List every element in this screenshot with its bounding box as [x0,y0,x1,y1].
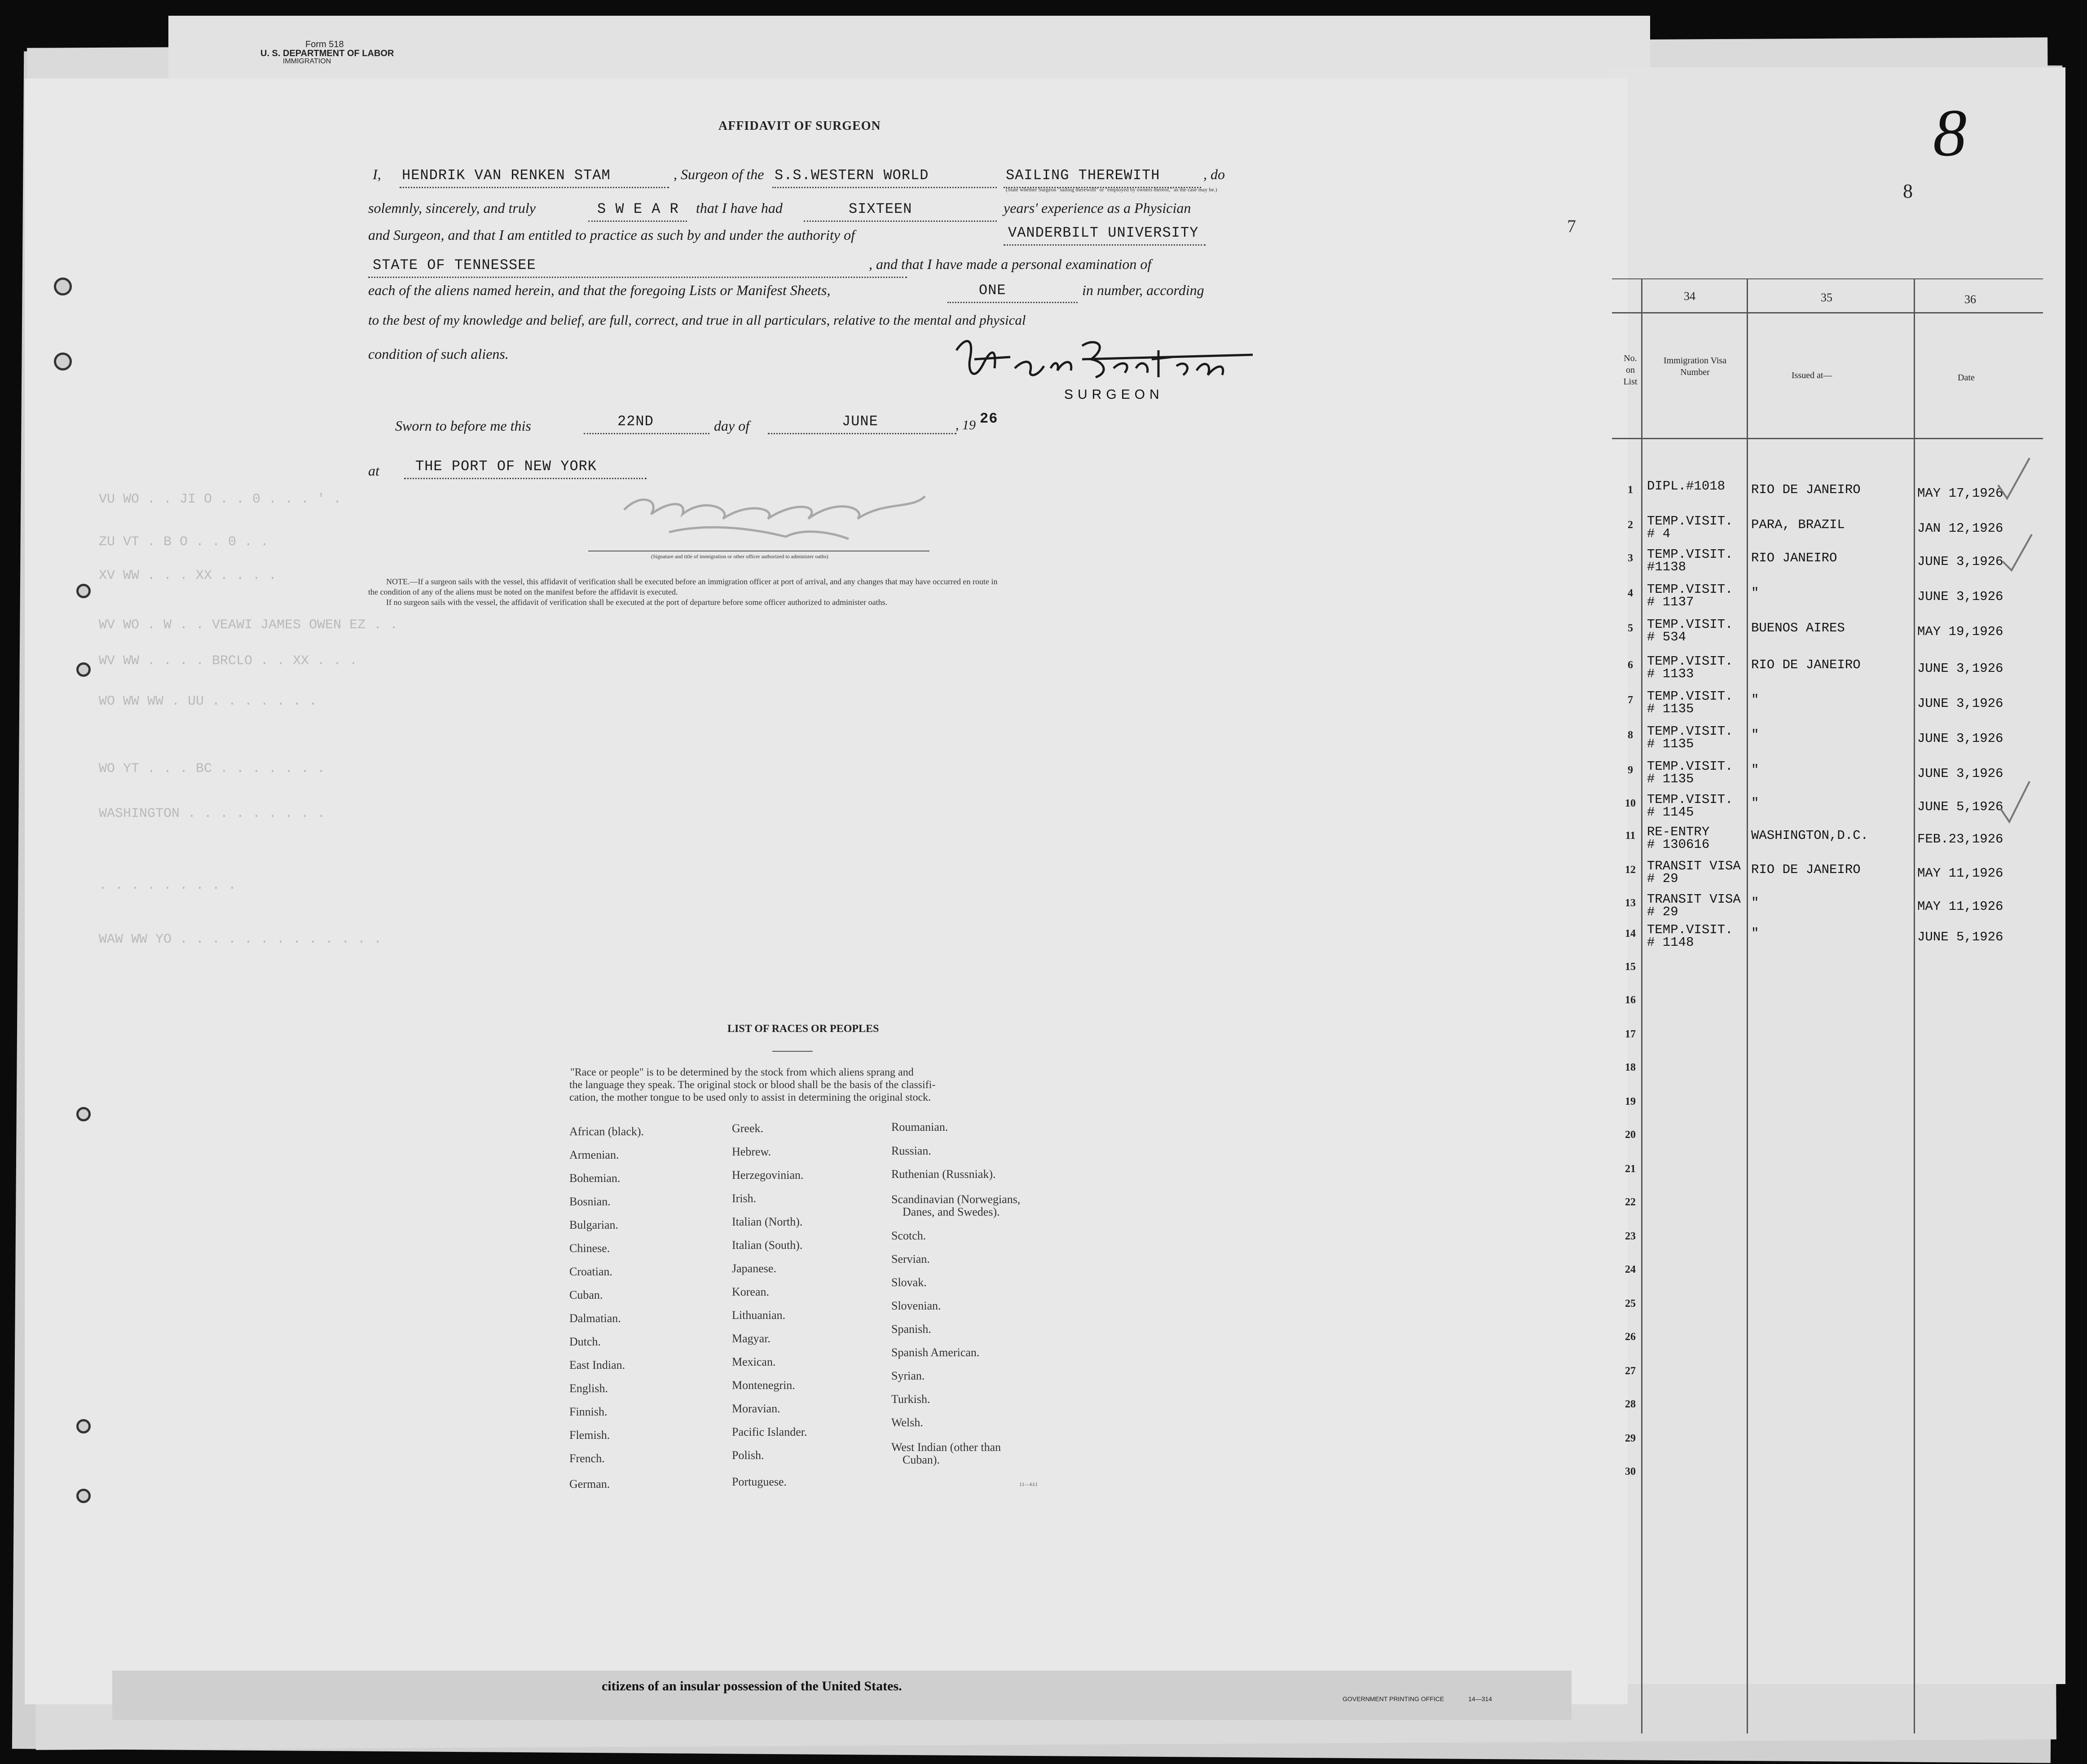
manifest-col-rule [1747,278,1748,1733]
visa-date: MAY 11,1926 [1917,899,2003,914]
visa-line-1: TRANSIT VISA [1647,892,1741,907]
check-marks [1989,449,2043,876]
visa-line-1: TEMP.VISIT. [1647,759,1733,774]
printed-page-number: 8 [1903,180,1913,202]
row-number: 25 [1625,1298,1636,1310]
row-number: 5 [1628,622,1633,634]
sailing-status: SAILING THEREWITH [1006,167,1160,184]
race-item: French. [569,1452,605,1465]
race-item: Cuban. [569,1288,603,1301]
affidavit-title: AFFIDAVIT OF SURGEON [718,119,881,133]
race-item: Servian. [891,1252,930,1266]
punch-hole [54,353,72,370]
form-department: U. S. DEPARTMENT OF LABOR [260,49,394,58]
visa-line-2: # 1137 [1647,595,1694,609]
row-number: 28 [1625,1398,1636,1410]
header-visa-number: Immigration Visa Number [1663,356,1727,377]
col-number-36: 36 [1964,293,1976,306]
text-sworn: Sworn to before me this [395,418,531,434]
text-i: I, [373,166,381,182]
text-and-surgeon: and Surgeon, and that I am entitled to practice as such by and under the authority of [368,227,855,243]
row-number: 14 [1625,928,1636,939]
manifest-rule [1612,438,2043,439]
race-item: Ruthenian (Russniak). [891,1168,996,1181]
issued-at: " [1751,895,1759,910]
races-title: LIST OF RACES OR PEOPLES [727,1023,879,1035]
bottom-strip-text: citizens of an insular possession of the United States. [602,1679,902,1693]
visa-line-2: # 29 [1647,904,1678,919]
race-item: Bohemian. [569,1172,621,1185]
row-number: 3 [1628,552,1633,564]
row-number: 2 [1628,519,1633,531]
race-item: Turkish. [891,1393,930,1406]
text-in-number: in number, according [1082,282,1204,298]
visa-date: JUNE 3,1926 [1917,766,2003,781]
col-number-34: 34 [1684,290,1695,303]
authority: VANDERBILT UNIVERSITY [1008,225,1199,241]
manifest-col-rule [1914,278,1915,1733]
visa-line-1: TEMP.VISIT. [1647,617,1733,632]
visa-line-2: # 1135 [1647,701,1694,716]
race-item: Spanish American. [891,1346,980,1359]
swear: S W E A R [597,201,679,217]
punch-hole [54,278,72,295]
note-line-2: the condition of any of the aliens must be noted on the manifest before the affidavit is executed. [368,587,678,596]
issued-at: BUENOS AIRES [1751,621,1845,635]
row-number: 16 [1625,994,1636,1006]
issued-at: " [1751,763,1759,777]
race-item: Chinese. [569,1242,610,1255]
sworn-place: THE PORT OF NEW YORK [415,458,597,475]
row-number: 13 [1625,897,1636,909]
visa-line-1: TEMP.VISIT. [1647,792,1733,807]
header-issued-at: Issued at— [1792,370,1832,380]
text-do: , do [1203,166,1225,182]
race-item: Mexican. [732,1355,776,1368]
races-intro-1: "Race or people" is to be determined by the stock from which aliens sprang and [570,1067,914,1078]
row-number: 30 [1625,1466,1636,1477]
race-item: Spanish. [891,1323,931,1336]
bleed-through: VU WO . . JI O . . 0 . . . ' . ZU VT . B O . . 0 . . XV WW . . . XX . . . . WV WO . W . . VEAWI JAMES OWEN EZ . . WV WW . . . . BRCLO . . XX . . . WO WW WW . UU . . . . . . . WO YT . . . BC . . . . . . . WASHINGTON . . . . . . . . . . . . . . . . . . WAW WW YO . . . . . . . . . . . . . [99,492,398,947]
row-number: 19 [1625,1096,1636,1107]
row-number: 1 [1628,484,1633,496]
text-personal-exam: , and that I have made a personal examination of [869,256,1152,272]
margin-digit: 7 [1567,216,1576,236]
issued-at: " [1751,926,1759,941]
text-day-of: day of [714,418,750,434]
text-that-i-have-had: that I have had [696,200,783,216]
visa-date: JUNE 3,1926 [1917,661,2003,676]
visa-line-1: TEMP.VISIT. [1647,547,1733,562]
races-intro-3: cation, the mother tongue to be used only to assist in determining the original stock. [569,1092,931,1103]
visa-date: JUNE 5,1926 [1917,799,2003,814]
race-item: Herzegovinian. [732,1169,804,1182]
visa-line-2: # 1133 [1647,666,1694,681]
visa-date: MAY 11,1926 [1917,866,2003,881]
surgeon-name: HENDRIK VAN RENKEN STAM [402,167,611,184]
visa-line-2: #1138 [1647,560,1686,574]
row-number: 12 [1625,864,1636,876]
visa-date: MAY 17,1926 [1917,486,2003,501]
race-item: Dalmatian. [569,1312,621,1325]
visa-line-2: # 29 [1647,871,1678,886]
handwritten-page-number: 8 [1933,96,1967,170]
row-number: 10 [1625,798,1636,809]
manifest-rule [1612,278,2043,279]
visa-line-2: # 1135 [1647,736,1694,751]
text-years-experience: years' experience as a Physician [1004,200,1191,216]
row-number: 15 [1625,961,1636,973]
race-item: Montenegrin. [732,1379,795,1392]
row-number: 27 [1625,1365,1636,1377]
note-line-1: NOTE.—If a surgeon sails with the vessel, this affidavit of verification shall be executed before an immigration officer at port of arrival, and any changes that may have occurred en route in [386,577,998,586]
visa-date: JUNE 3,1926 [1917,554,2003,569]
sworn-day: 22ND [617,413,654,430]
race-item: Pacific Islander. [732,1425,807,1438]
row-number: 17 [1625,1028,1636,1040]
form-bureau: IMMIGRATION [283,57,331,65]
race-item: East Indian. [569,1358,625,1372]
issued-at: RIO DE JANEIRO [1751,657,1861,672]
race-item: African (black). [569,1125,644,1138]
visa-line-2: # 1145 [1647,805,1694,820]
text-condition: condition of such aliens. [368,346,509,362]
issued-at: WASHINGTON,D.C. [1751,828,1869,843]
race-item: Cuban). [903,1453,940,1466]
race-item: Flemish. [569,1429,610,1442]
punch-hole [76,584,91,598]
visa-date: FEB.23,1926 [1917,832,2003,847]
race-item: Roumanian. [891,1120,948,1133]
race-item: Hebrew. [732,1145,771,1158]
race-item: Moravian. [732,1402,780,1415]
manifest-rule [1612,312,2043,313]
visa-line-2: # 130616 [1647,837,1710,852]
race-item: Scandinavian (Norwegians, [891,1193,1021,1206]
visa-date: MAY 19,1926 [1917,624,2003,639]
race-item: German. [569,1477,610,1491]
races-title-rule [772,1051,813,1052]
visa-line-1: TEMP.VISIT. [1647,922,1733,937]
visa-line-2: # 534 [1647,630,1686,644]
visa-date: JAN 12,1926 [1917,521,2003,536]
printer-code: 14—314 [1468,1695,1492,1702]
text-year-prefix: , 19 [955,418,976,432]
issued-at: " [1751,728,1759,742]
race-item: Syrian. [891,1369,925,1382]
visa-date: JUNE 3,1926 [1917,589,2003,604]
race-item: Scotch. [891,1229,926,1242]
visa-line-1: TEMP.VISIT. [1647,724,1733,739]
visa-line-1: TRANSIT VISA [1647,859,1741,873]
text-solemnly: solemnly, sincerely, and truly [368,200,536,216]
race-item: Japanese. [732,1262,776,1275]
visa-line-2: # 1135 [1647,772,1694,786]
visa-line-1: TEMP.VISIT. [1647,654,1733,669]
form-number: Form 518 [305,40,344,49]
punch-hole [76,1489,91,1503]
race-item: Armenian. [569,1148,619,1161]
row-number: 9 [1628,764,1633,776]
row-number: 26 [1625,1331,1636,1343]
visa-line-2: # 1148 [1647,935,1694,950]
race-item: English. [569,1382,608,1395]
race-item: Lithuanian. [732,1309,786,1322]
race-item: Russian. [891,1144,931,1157]
officer-caption: (Signature and title of immigration or other officer authorized to administer oaths) [651,553,828,560]
visa-line-1: TEMP.VISIT. [1647,514,1733,529]
note-line-3: If no surgeon sails with the vessel, the affidavit of verification shall be executed at the port of departure before some officer authorized to administer oaths. [386,598,888,607]
race-item: Polish. [732,1449,764,1462]
text-at: at [368,463,379,479]
punch-hole [76,1419,91,1433]
punch-hole [76,1107,91,1121]
row-number: 6 [1628,659,1633,671]
text-each-alien: each of the aliens named herein, and that the foregoing Lists or Manifest Sheets, [368,282,831,298]
race-item: Welsh. [891,1416,923,1429]
row-number: 8 [1628,729,1633,741]
row-number: 18 [1625,1062,1636,1073]
row-number: 20 [1625,1129,1636,1141]
fill-line [947,282,1078,303]
visa-line-1: DIPL.#1018 [1647,479,1726,494]
row-number: 4 [1628,587,1633,599]
race-item: Croatian. [569,1265,613,1278]
race-item: Danes, and Swedes). [903,1205,1000,1218]
row-number: 22 [1625,1196,1636,1208]
race-item: West Indian (other than [891,1441,1001,1454]
sailing-note: (State whether Surgeon "sailing therewith" or "employed by owners thereof," as the case may be.) [1006,186,1217,193]
race-item: Slovak. [891,1276,927,1289]
race-item: Greek. [732,1122,764,1135]
race-item: Irish. [732,1192,757,1205]
header-date: Date [1958,373,1975,383]
visa-line-1: TEMP.VISIT. [1647,582,1733,597]
race-item: Dutch. [569,1335,601,1348]
row-number: 29 [1625,1433,1636,1444]
races-intro-2: the language they speak. The original stock or blood shall be the basis of the classifi- [569,1079,936,1091]
visa-line-1: TEMP.VISIT. [1647,689,1733,704]
state: STATE OF TENNESSEE [373,257,536,273]
race-item: Finnish. [569,1405,608,1418]
surgeon-signature [947,332,1262,395]
issued-at: RIO DE JANEIRO [1751,862,1861,877]
race-item: Italian (North). [732,1215,803,1228]
row-number: 24 [1625,1264,1636,1275]
row-number: 23 [1625,1230,1636,1242]
col-number-35: 35 [1821,291,1832,304]
header-no-on-list: No. on List [1623,353,1638,387]
race-item: Portuguese. [732,1475,787,1488]
issued-at: RIO JANEIRO [1751,551,1837,565]
vessel-name: S.S.WESTERN WORLD [775,167,929,184]
visa-date: JUNE 3,1926 [1917,731,2003,746]
issued-at: " [1751,796,1759,811]
visa-line-2: # 4 [1647,526,1671,541]
race-item: Italian (South). [732,1239,803,1252]
issued-at: " [1751,692,1759,707]
punch-hole [76,662,91,677]
printer-mark: GOVERNMENT PRINTING OFFICE [1343,1695,1444,1702]
visa-line-1: RE-ENTRY [1647,825,1710,839]
issued-at: RIO DE JANEIRO [1751,482,1861,497]
race-item: Magyar. [732,1332,771,1345]
visa-date: JUNE 3,1926 [1917,696,2003,711]
races-footer-code: 11—611 [1019,1481,1038,1487]
issued-at: " [1751,586,1759,600]
row-number: 11 [1625,830,1636,842]
sworn-year: 26 [980,410,998,427]
issued-at: PARA, BRAZIL [1751,517,1845,532]
visa-date: JUNE 5,1926 [1917,930,2003,944]
text-surgeon-of: , Surgeon of the [674,166,764,182]
race-item: Bulgarian. [569,1218,619,1231]
sheets-count: ONE [979,282,1006,299]
row-number: 7 [1628,694,1633,706]
surgeon-title: SURGEON [1064,387,1164,402]
text-best-knowledge: to the best of my knowledge and belief, are full, correct, and true in all particulars, relative to the mental and physical [368,312,1026,328]
race-item: Bosnian. [569,1195,611,1208]
race-item: Slovenian. [891,1299,941,1312]
race-item: Korean. [732,1285,770,1298]
row-number: 21 [1625,1163,1636,1175]
years-experience: SIXTEEN [849,201,912,217]
sworn-month: JUNE [842,413,878,430]
